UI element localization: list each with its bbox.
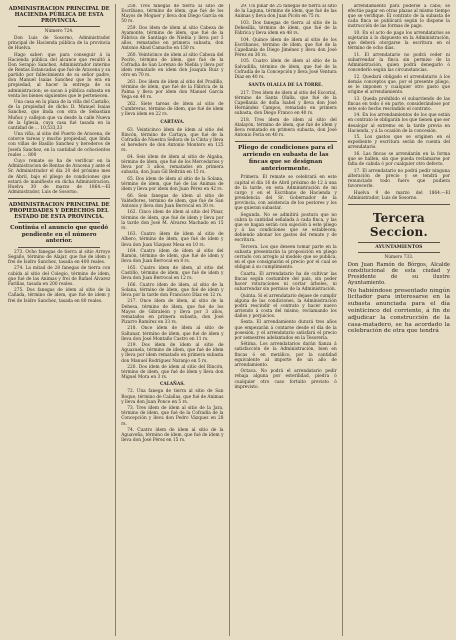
list-item: 29. Un pinar de 25 fanegas de tierra al sitio de la Laguna, término de ídem, que fué de las Animas y lleva don Juan Picón en 75 rs. [234,4,337,20]
paragraph: Don Luis de Sosorno, Administrador principal de Hacienda pública de la provincia de Huelva. [8,36,111,52]
section-header: ADMINISTRACION PRINCIPAL DE PROPIEDADES Y DERECHOS DEL ESTADO DE ESTA PROVINCIA. [8,201,110,220]
divider [348,204,450,205]
list-item: 260. Veinticinco de ídem al sitio Cabeza del Pocito, término de ídem, que fué de la Cofradía de San Lorenzo de Niebla y lleva por idem rematado en idem don Joaquín Ruiz y otro en 70 rs. [121,52,224,79]
list-item: 217. Tres ídem de ídem al sitio del Escorial, término de Santa Olalla, que fué de la Capellanía de doña Isabel y lleva don José Hernández Campos, rematado en primera subasta, don Diego Franco en 40 rs. [234,90,337,117]
section-header: ADMINISTRACION PRINCIPAL DE HACIENDA PÚBLICA DE ESTA PROVINCIA. [8,6,110,24]
condition-item: Sexta. El arrendamiento durará tres años que empezarán á contarse desde el día de la posesión, y el arrendatario satisfará el precio por semestres adelantados en la Tesorería. [234,320,337,341]
divider [18,222,100,223]
condition-item: Cuarta. El arrendatario ha de cultivar las fincas según costumbre del país, sin poder hacer roturaciones ni cortar árboles, ni subarrendar sin permiso de la Administración. [234,271,337,292]
conditions-title: Pliego de condiciones para el arriendo en subasta de las fincas que se designan anteriormente. [237,145,334,172]
list-item: 64. Seis ídem de ídem al sitio de Algaba, término de ídem, que fué de los Mercedarios y lleva por 3 años, rematados en primera subasta, don Juan Gil Beltrán en 15 rs. [121,155,224,176]
list-item: 217. Once ídem de ídem, al sitio de la Dehesa, término de ídem, que fué de los Mayos de Gibraleón y lleva por 3 años, rematados en primera subasta, don José Pizarro Ramírez en 33 rs. [121,299,224,325]
paragraph: 17. El arrendatario no podrá pedir ninguna alteración de precio y se tendrá por renunciado todo fuero que pudiera favorecerle. [347,168,450,190]
list-item: 273. Ocho fanegas de tierra al sitio Arroyo Segaño, término de Alajar, que fué de idem y frei de Isidro Sanchez, tasada en 400 reales. [8,249,111,265]
condition-item: Tercera. Los que deseen tomar parte en la subasta presentarán la proposición en pliego cerrado con arreglo al modelo que se publica, en el que consignarán el precio por el cual se obligan á su cumplimiento. [234,244,337,271]
lead-paragraph: Don Juan Ramón de Bórgos, Alcalde constitucional de esta ciudad y Presidente de su ilustre Ayuntamiento. [347,262,450,287]
paragraph: 15. Los gastos que se originen en el expediente y escritura serán de cuenta del arrendatario. [347,135,450,151]
list-item: 165. Cuatro ídem de ídem, al sitio del Castillo, término de ídem, que fué de idem y lleva don Juan Berrocal en 12 rs. [121,265,224,282]
paragraph: 11. El arrendatario no podrá ceder ni subarrendar la finca sin permiso de la Administración, quien podrá denegarlo ó concederlo según las circunstancias. [347,52,450,74]
divider [8,198,110,199]
list-item: 275. Dos fanegas de idem al sitio de la Cañada, término de idem, que fué de idem y frei de Isidro Sanchez, tasada en 80 reales. [8,288,111,304]
paragraph: arrendamiento para poderse á cabo; se efectúe pagar en otras plazas al mismo tiempo que se verifique. El contrato de la subasta de cada finca se publicará según lo dispone la instrucción de las formas de pago. [347,4,450,30]
subsection-title: AYUNTAMIENTOS [375,244,423,250]
section-title: Tercera Seccion. [369,210,428,239]
date-signature: Huelva 9 de marzo del 1864.—El Administrador, Luis de Sosorno. [347,190,450,201]
condition-item: Octava. No podrá el arrendatario pedir rebaja alguna por esterilidad, piedra ó cualquier otro caso fortuito previsto ó imprevisto. [234,369,337,390]
divider [358,242,440,243]
list-item: 72. Una fanega de tierra al sitio de San Roque, término de Calañas, que fué de Animas y lleva don Juan Ponce en 5 rs. [121,389,224,405]
notice-number: Número 724. [44,29,74,34]
list-item: 166. Cuatro ídem de ídem, al sitio de la Solana, término de ídem, que fué de idem y lleva por la tarde don Francisco Díaz en 12 rs. [121,282,224,298]
column-1 [8,4,110,636]
list-item: 63. Veinticinco ídem de ídem al sitio del Rincón, término de Cartaya, que fué de la Cofradía de Nuestra Señora de la Cinta y lleva el heredero de don Antonio Montero en 125 rs. [121,128,224,154]
list-item: 105. Cuatro ídem de ídem al sitio de la Salvadilla, término de ídem, que fué de la Cofradía de la Concepción y lleva José Ventura Díaz en 40 rs. [234,59,337,80]
list-item: 274. La mitad de 28 fanegas de tierra con cabida al sitio del Colegio, término de idem, que fué de las Animas y frei de Rafael Alvarez Fariñas, tasada en 200 reales. [8,266,111,287]
paragraph: 13. Queda prohibido el subarriendo de las fincas en todo ó en parte, considerándose por este solo hecho rescindido el contrato. [347,96,450,112]
list-item: 65. Dos ídem de ídem al sitio de la Solana, término de ídem, que fué de las Animas de ídem y lleva por idem don Juan Pérez en 42 rs. [121,176,224,193]
list-item: 162. Cinco ídem de ídem al sitio del Pinar, término de ídem, que fué de idem y lleva por la tarde don José M. Alvarez Machado en 15 rs. [121,210,224,231]
town-header: CARTAYA. [160,119,185,125]
column-3 [229,4,337,636]
list-item: 218. Tres ídem de ídem al sitio del Atalayón, término de ídem, que fué de ídem y lleva rematado en primera subasta, don José Antonio Feria en 40 rs. [234,117,337,139]
condition-item: Sétima. Los arrendatarios darán fianza á satisfacción de la Administración, bien en fincas ó en metálico, por la cantidad equivalente al importe de un año de arrendamiento. [234,342,337,368]
paragraph: Cuyo remate se ha de verificar en la Administracion de Rentas de Aracena y ante el Sr. Administrador el dia 20 del próximo mes de Abril, bajo el pliego de condiciones que estará de manifiesto en dicha Administracion. Huelva 30 de marzo de 1864.—El Administrador, Luis de Sosorno. [8,159,111,195]
paragraph: Una casa en la plaza de la villa del Castaño, de la propiedad de dicho D. Manuel Isaias Sanchez, que linda con otra de Sebastian Muñoz y callejon que va desde la calle Nueva de la Iglesia, cuya casa fué tasada en la cantidad de ... 10,533,33 [8,100,111,131]
condition-item: Quinta. Si el arrendatario dejase de cumplir alguna de las condiciones, la Administración podrá rescindir el contrato y hacer nuevo arriendo á costa del mismo, reclamando los daños y perjuicios. [234,293,337,319]
list-item: 73. Tres ídem de ídem al sitio de la Jara, término de ídem, que fué de la Cofradía de la Concepción y lleva don Pedro Vázquez en 28 rs. [121,406,224,427]
paragraph: 12. Quedará obligado el arrendatario á los demás conceptos que, por el presente pliego, se le imponen y cualquier otro gasto que origine el arrendamiento. [347,74,450,95]
paragraph: Una viña, al sitio del Puerto de Aracena, de catorce tareas y mucho propiedad, que linda con viñas de Basilio Sanchez y herederos de Josefa Sanchez, en la cantidad de ochocientos reales ... 800 [8,132,111,158]
paragraph: 16. Las fincas se arrendarán en la forma que se hallen, sin que pueda reclamarse por falta de cabida ó por cualquier otro defecto. [347,152,450,168]
condition-item: Primera. El remate se celebrará en este capital el día 16 de Abril próximo de 12 á una de la tarde, en esta Administración de mi cargo y en el Escribano de Hacienda y presidencia del Sr. Gobernador de la provincia, con asistencia de los postores y los que quieran subastar. [234,175,337,211]
continuation-notice: Continúa el anuncio que quedó pendiente en el número anterior. [10,224,109,245]
paragraph: 10. En el acto de pago los arrendatarios se sujetarán á lo dispuesto en la Administración, que deberá otorgarse la escritura en el término de ocho días. [347,30,450,52]
list-item: 218. Once ídem de ídem al sitio de Saltanar, término de ídem, que fué de ídem y lleva don José Montaño Castro en 11 rs. [121,326,224,342]
divider [235,141,337,142]
list-item: 259. Dos ídem de ídem al sitio Cabeza de Ayamonte, término de ídem, que fué de la Fábrica de Santiago de Niebla y lleva por 3 años, rematados en primera subasta, don Antonio Abad Camacho en 150 rs. [121,25,224,52]
notice-number: Número 733. [384,254,414,260]
column-4 [342,4,450,636]
list-item: 164. Cuatro ídem de ídem al sitio del Ramón, término de ídem, que fué de idem y lleva don Juan Berrocal en 8 rs. [121,249,224,265]
town-header: CALAÑAS. [159,382,185,388]
divider [18,247,100,248]
paragraph: Hago saber: que para conseguir á la Hacienda pública del alcance que resultó á Don Serapio Sanchez, Administrador interino de Rentas Estancadas que fué de Aracena y su partido por fallecimiento de su señor padre, don Manuel Isaias Sanchez que lo era en propiedad, al hacer la entrega de su administracion; se sacan á pública subasta en venta los bienes siguientes que le pertenecen. [8,52,111,99]
list-item: 219. Dos ídem de ídem al sitio de Aguazuela, término de ídem, que fué de ídem y lleva por idem rematado en primera subasta don Manuel Rodríguez Naranjo en 5 rs. [121,343,224,364]
list-item: 261. Dos ídem de ídem al sitio del Pradillo, término de ídem, que fué de la Fábrica de la Palma y lleva por idem don Manuel García Vega en 40 rs. [121,79,224,101]
divider [358,252,440,253]
list-item: 163. Cuatro ídem de ídem al sitio de Albero, término de ídem, que fué de idem y lleva don Juan Vázquez Mesa en 10 rs. [121,232,224,248]
list-item: 262. Siete tareas de ídem al sitio de Cumbreras, término de ídem, que fué de idem y lleva idem en 22 rs. [121,101,224,117]
divider [18,26,100,27]
paragraph: 14. En los arrendamientos de los que están en contrato le obligarán los que tienen que ser desalojar al extremo en la tarde previa en Hacienda, y á la ocasión de la concesión. [347,113,450,134]
condition-item: Segunda. No se admitirá postura que no cubra la cantidad señalada á cada finca, y las que se hagan serán con sujeción á este pliego y á las condiciones que se establecen; debiendo abonar los gastos del remate y de escritura. [234,212,337,244]
list-item: 103. Dos fanegas de tierra al sitio de la Dehesilla, término de ídem, que fué de la Fábrica y lleva idem en 48 rs. [234,20,337,36]
column-2 [115,4,223,636]
lead-paragraph: No habiéndose presentado ningún licitador para interesarse en la subasta anunciada para el día veinticinco del corriente, á fin de adjudicar la construcción de la casa-matadero, se ha acordado la celebración de otra que tendrá [347,287,450,335]
town-header: SANTA OLALLA DE LA TORRE. [248,82,323,88]
list-item: 220. Dos ídem de ídem al sitio del Rincón, término de ídem, que fué de ídem y lleva don Miguel Mora en 3 rs. [121,365,224,381]
list-item: 104. Quince ídem de ídem al sitio de los Escribanos, término de ídem, que fué de la Capellanía de Diego Jiménez y lleva don José Pérez en 36 rs. [234,37,337,58]
list-item: 66. Seis fanegas de ídem al sitio de Valdeflores, término de ídem, que fué de San Antonio y lleva don Juan Berrocal en 30 rs. [121,193,224,209]
list-item: 258. Tres fanegas de tierra al sitio de Escribano, término de ídem, que fué de los Mayos de Moguer y lleva don Diego García en 50 rs. [121,4,224,25]
list-item: 74. Cuatro ídem de ídem al sitio de la Aguaveña, término de ídem, que fué de ídem y lleva don José Pérez en 15 rs. [121,428,224,444]
